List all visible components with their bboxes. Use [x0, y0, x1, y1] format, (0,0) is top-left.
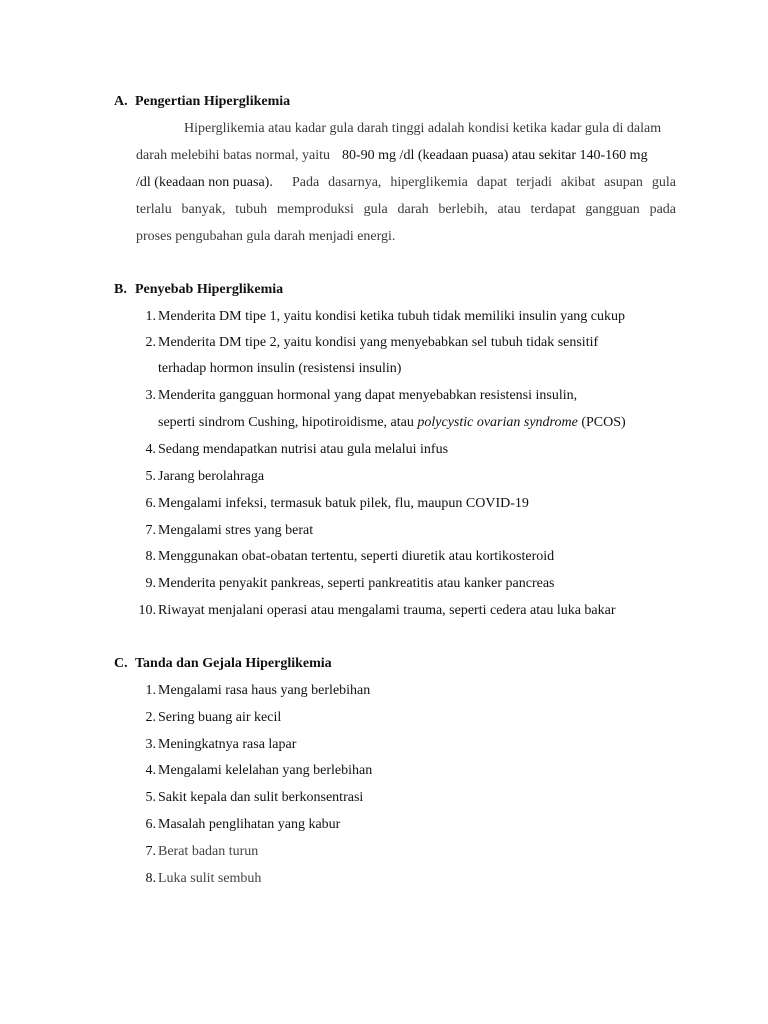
section-a-paragraph-line-4: terlalu banyak, tubuh memproduksi gula darah berlebih, atau terdapat gangguan pada — [136, 202, 676, 217]
section-b-heading — [114, 282, 283, 298]
list-number: 6. — [145, 496, 156, 511]
section-a-paragraph-line-1: Hiperglikemia atau kadar gula darah tinggi adalah kondisi ketika kadar gula di dalam — [184, 121, 662, 136]
list-number: 2. — [145, 335, 156, 350]
list-number: 2. — [145, 710, 156, 725]
normal-range-fasting: 80-90 mg /dl (keadaan puasa) atau sekitar 140-160 mg — [342, 148, 648, 163]
list-number: 3. — [145, 737, 156, 752]
list-text: Meningkatnya rasa lapar — [158, 737, 297, 752]
list-number: 7. — [145, 523, 156, 538]
section-c-heading — [114, 656, 332, 672]
continuation-text-end: (PCOS) — [577, 415, 626, 430]
list-text: Sedang mendapatkan nutrisi atau gula melalui infus — [158, 442, 449, 457]
list-number: 6. — [145, 817, 156, 832]
list-number: 1. — [145, 683, 156, 698]
list-number: 9. — [145, 576, 156, 591]
list-text: Riwayat menjalani operasi atau mengalami trauma, seperti cedera atau luka bakar — [158, 603, 616, 618]
continuation-text: seperti sindrom Cushing, hipotiroidisme, atau — [158, 415, 418, 430]
list-number: 5. — [145, 790, 156, 805]
list-number: 3. — [145, 388, 156, 403]
list-text: Masalah penglihatan yang kabur — [158, 817, 341, 832]
section-a-paragraph-line-2 — [136, 148, 330, 164]
section-a-title: Pengertian Hiperglikemia — [135, 94, 291, 109]
paragraph-text: darah melebihi batas normal, yaitu — [136, 148, 330, 163]
list-text: Luka sulit sembuh — [158, 871, 262, 886]
section-a-paragraph-line-5: proses pengubahan gula darah menjadi energi. — [136, 229, 396, 244]
normal-range-non-fasting: /dl (keadaan non puasa). — [136, 175, 273, 190]
section-b-title: Penyebab Hiperglikemia — [135, 282, 284, 297]
list-number: 10. — [138, 603, 156, 618]
list-text: Mengalami stres yang berat — [158, 523, 314, 538]
list-text: Sering buang air kecil — [158, 710, 282, 725]
list-text: Mengalami rasa haus yang berlebihan — [158, 683, 371, 698]
list-item-continuation: terhadap hormon insulin (resistensi insulin) — [158, 361, 402, 376]
list-number: 5. — [145, 469, 156, 484]
section-a-paragraph-line-3b: Pada dasarnya, hiperglikemia dapat terjadi akibat asupan gula — [292, 175, 676, 190]
list-text: Menderita penyakit pankreas, seperti pankreatitis atau kanker pancreas — [158, 576, 555, 591]
list-number: 4. — [145, 763, 156, 778]
list-text: Jarang berolahraga — [158, 469, 265, 484]
section-a-paragraph-line-3 — [136, 175, 273, 191]
list-text: Berat badan turun — [158, 844, 259, 859]
list-text: Menggunakan obat-obatan tertentu, seperti diuretik atau kortikosteroid — [158, 549, 555, 564]
section-c-letter: C. — [114, 656, 128, 671]
continuation-italic-text: polycystic ovarian syndrome — [417, 415, 578, 430]
section-a-paragraph-line-2b — [342, 148, 648, 164]
list-number: 8. — [145, 549, 156, 564]
list-number: 1. — [145, 309, 156, 324]
list-text: Mengalami kelelahan yang berlebihan — [158, 763, 373, 778]
list-text: Menderita DM tipe 1, yaitu kondisi ketika tubuh tidak memiliki insulin yang cukup — [158, 309, 625, 324]
list-text: Menderita DM tipe 2, yaitu kondisi yang menyebabkan sel tubuh tidak sensitif — [158, 335, 599, 350]
list-item-continuation — [158, 415, 626, 431]
list-number: 7. — [145, 844, 156, 859]
list-text: Menderita gangguan hormonal yang dapat menyebabkan resistensi insulin, — [158, 388, 578, 403]
section-c-title: Tanda dan Gejala Hiperglikemia — [135, 656, 332, 671]
list-text: Mengalami infeksi, termasuk batuk pilek, flu, maupun COVID-19 — [158, 496, 529, 511]
list-number: 4. — [145, 442, 156, 457]
section-b-letter: B. — [114, 282, 127, 297]
section-a-letter: A. — [114, 94, 128, 109]
list-text: Sakit kepala dan sulit berkonsentrasi — [158, 790, 364, 805]
list-number: 8. — [145, 871, 156, 886]
section-a-heading — [114, 94, 290, 110]
